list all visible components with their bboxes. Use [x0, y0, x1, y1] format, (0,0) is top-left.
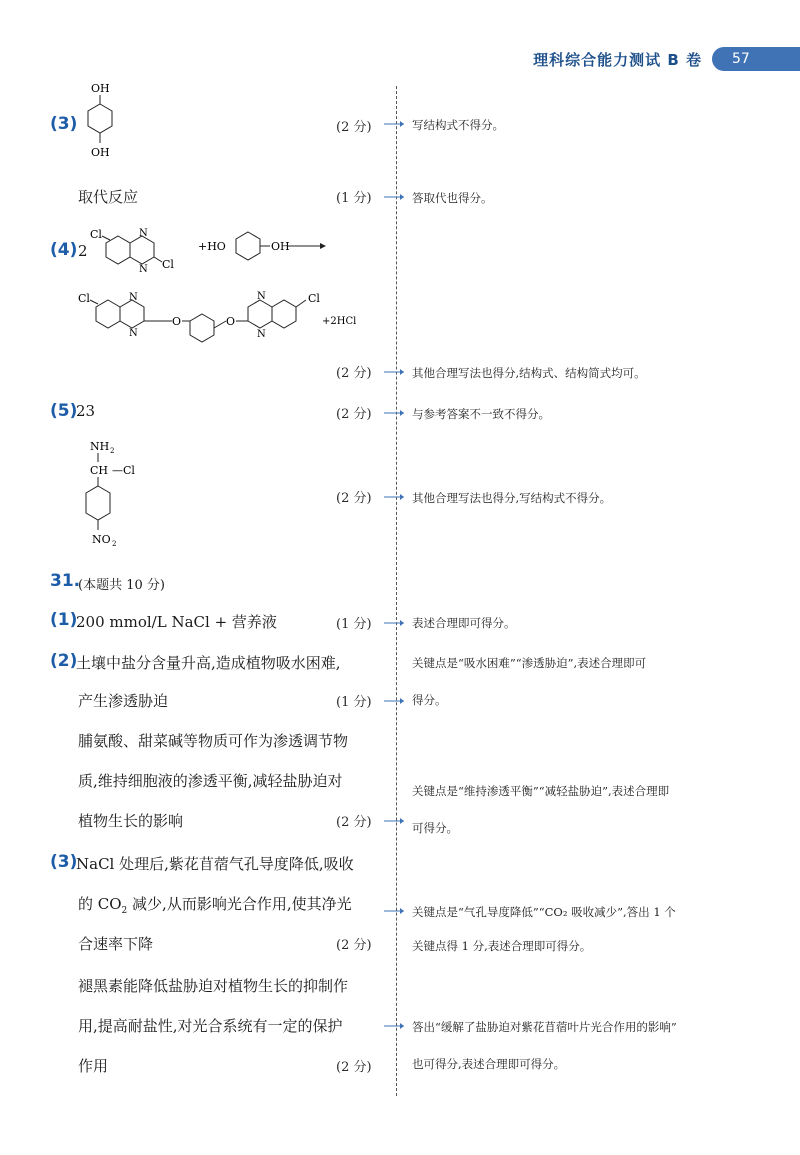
q31-2-line4: 质,维持细胞液的渗透平衡,减轻盐胁迫对	[78, 772, 343, 790]
q5-score: (2 分)	[336, 407, 372, 422]
q5-structure	[80, 436, 170, 554]
q3-score-2: (1 分)	[336, 191, 372, 206]
svg-text:O: O	[172, 315, 182, 328]
q3-score: (2 分)	[336, 120, 372, 135]
q31-title: (本题共 10 分)	[78, 578, 165, 593]
q31-1-answer: 200 mmol/L NaCl + 营养液	[76, 613, 277, 631]
arrow-icon	[384, 118, 406, 130]
q31-1-note: 表述合理即可得分。	[412, 616, 516, 630]
arrow-icon	[384, 366, 406, 378]
arrow-icon	[384, 695, 406, 707]
svg-text:CH: CH	[90, 464, 109, 477]
q3-note-2: 答取代也得分。	[412, 191, 493, 205]
svg-text:+HO: +HO	[198, 240, 226, 253]
svg-text:N: N	[139, 228, 148, 239]
q31-2-number: (2)	[50, 651, 78, 671]
q4-coefficient: 2	[78, 242, 88, 260]
q5-number: (5)	[50, 401, 78, 421]
q31-3-line5: 用,提高耐盐性,对光合系统有一定的保护	[78, 1017, 343, 1035]
svg-text:O: O	[226, 315, 236, 328]
q31-3-line4: 褪黑素能降低盐胁迫对植物生长的抑制作	[78, 977, 349, 995]
q31-3-score2: (2 分)	[336, 1060, 372, 1075]
svg-text:N: N	[139, 264, 148, 275]
svg-text:2: 2	[110, 447, 115, 455]
q31-3-number: (3)	[50, 852, 78, 872]
header-title: 理科综合能力测试 B 卷	[533, 50, 702, 69]
q4-note: 其他合理写法也得分,结构式、结构简式均可。	[412, 366, 646, 380]
svg-text:NO: NO	[92, 533, 111, 546]
q5-answer: 23	[76, 402, 96, 420]
q31-3-line3: 合速率下降	[78, 935, 154, 953]
svg-text:Cl: Cl	[78, 292, 90, 305]
svg-text:Cl: Cl	[162, 258, 174, 271]
svg-text:Cl: Cl	[308, 292, 320, 305]
q31-3-note2a: 答出“缓解了盐胁迫对紫花苜蓿叶片光合作用的影响”	[412, 1020, 677, 1034]
svg-text:+2HCl: +2HCl	[322, 316, 357, 327]
q31-2-note2b: 可得分。	[412, 821, 458, 835]
hydroquinone-structure	[78, 80, 138, 170]
arrow-icon	[384, 1020, 406, 1032]
svg-text:N: N	[257, 291, 266, 302]
arrow-icon	[384, 491, 406, 503]
q31-3-line1: NaCl 处理后,紫花苜蓿气孔导度降低,吸收	[76, 855, 354, 873]
arrow-icon	[384, 407, 406, 419]
svg-text:N: N	[129, 292, 138, 303]
q3-answer-2: 取代反应	[78, 188, 139, 206]
q3-note: 写结构式不得分。	[412, 118, 504, 132]
q31-3-note1b: 关键点得 1 分,表述合理即可得分。	[412, 939, 592, 953]
q31-2-line5: 植物生长的影响	[78, 812, 184, 830]
q4-number: (4)	[50, 240, 78, 260]
arrow-icon	[384, 191, 406, 203]
q31-2-line1: 土壤中盐分含量升高,造成植物吸水困难,	[76, 654, 341, 672]
q31-3-line6: 作用	[78, 1057, 109, 1075]
q31-2-score1: (1 分)	[336, 695, 372, 710]
q3-number: (3)	[50, 114, 78, 134]
arrow-icon	[384, 905, 406, 917]
svg-text:N: N	[257, 329, 266, 340]
q31-2-score2: (2 分)	[336, 815, 372, 830]
q31-number: 31.	[50, 571, 81, 591]
page-header	[533, 44, 800, 74]
q4-reactants	[88, 222, 338, 282]
column-divider	[396, 86, 397, 1096]
q31-2-note2a: 关键点是“维持渗透平衡”“减轻盐胁迫”,表述合理即	[412, 784, 670, 798]
q5-note-2: 其他合理写法也得分,写结构式不得分。	[412, 491, 612, 505]
svg-text:Cl: Cl	[90, 228, 102, 241]
q31-3-score1: (2 分)	[336, 938, 372, 953]
q31-2-note1a: 关键点是“吸水困难”“渗透胁迫”,表述合理即可	[412, 656, 647, 670]
svg-text:NH: NH	[90, 440, 110, 453]
svg-text:—Cl: —Cl	[112, 464, 135, 477]
q31-2-line2: 产生渗透胁迫	[78, 692, 169, 710]
q31-3-note2b: 也可得分,表述合理即可得分。	[412, 1057, 566, 1071]
q31-2-line3: 脯氨酸、甜菜碱等物质可作为渗透调节物	[78, 732, 349, 750]
svg-text:OH: OH	[91, 82, 110, 95]
svg-text:N: N	[129, 328, 138, 339]
arrow-icon	[384, 815, 406, 827]
q31-3-note1a: 关键点是“气孔导度降低”“CO₂ 吸收减少”,答出 1 个	[412, 905, 676, 919]
svg-text:2: 2	[112, 540, 117, 548]
q31-3-line2: 的 $CO_2$ 减少,从而影响光合作用,使其净光	[78, 895, 352, 916]
q31-1-number: (1)	[50, 610, 78, 630]
q31-1-score: (1 分)	[336, 617, 372, 632]
q31-2-note1b: 得分。	[412, 693, 447, 707]
svg-text:OH: OH	[91, 146, 110, 159]
q5-note: 与参考答案不一致不得分。	[412, 407, 550, 421]
svg-text:OH: OH	[271, 240, 290, 253]
q4-score: (2 分)	[336, 366, 372, 381]
page-number-badge: 57	[712, 47, 800, 71]
q5-score-2: (2 分)	[336, 491, 372, 506]
q4-product	[76, 286, 406, 346]
arrow-icon	[384, 617, 406, 629]
